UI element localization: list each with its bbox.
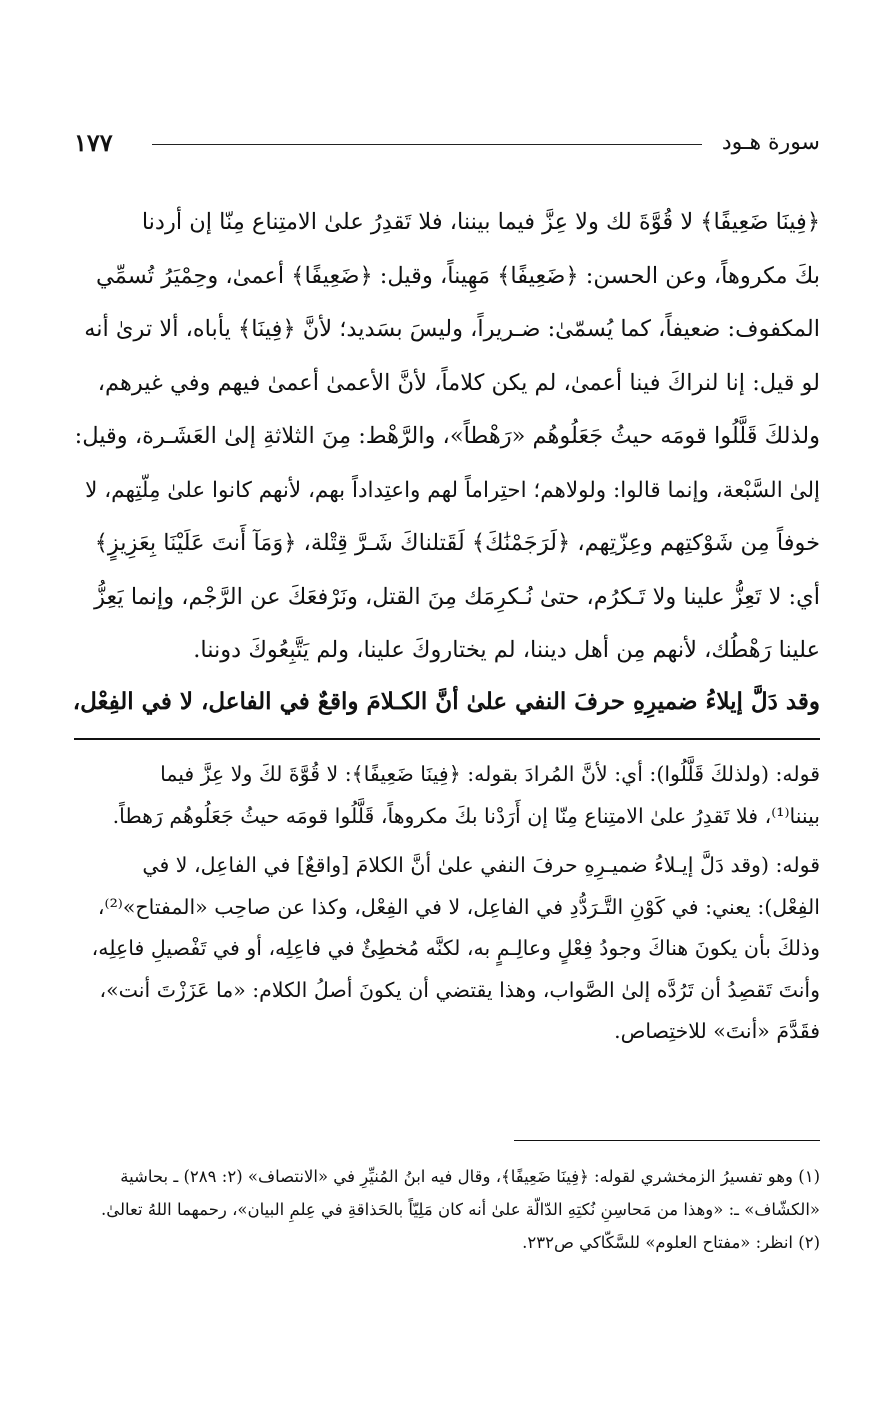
surah-title: سورة هـود xyxy=(721,130,820,155)
sharh-line: قوله: (ولذلكَ قَلَّلُوا): أي: لأنَّ المُرادَ بقوله: ﴿فِينَا ضَعِيفًا﴾: لا قُوَّةَ لكَ ولا عِزَّ فيما xyxy=(160,762,820,786)
section-divider xyxy=(74,738,820,740)
tafsir-line: المكفوف: ضعيفاً، كما يُسمّىٰ: ضـريراً، وليسَ بسَديد؛ لأنَّ ﴿فِينَا﴾ يأباه، ألا ترىٰ أنه xyxy=(84,316,820,342)
tafsir-line: أي: لا تَعِزُّ علينا ولا تَـكرُم، حتىٰ نُـكرِمَك مِنَ القتل، ونَرْفعَكَ عن الرَّجْم، وإنما يَعِزُّ xyxy=(94,583,820,610)
tafsir-line: لو قيل: إنا لنراكَ فينا أعمىٰ، لم يكن كلاماً، لأنَّ الأعمىٰ أعمىٰ فيهم وفي غيرهم، xyxy=(97,369,820,396)
tafsir-line: خوفاً مِن شَوْكتِهم وعِزّتِهم، ﴿لَرَجَمْنَٰكَ﴾ لَقَتلناكَ شَـرَّ قِتْلة، ﴿وَمَآ أَنتَ عَلَيْنَا بِعَزِيزٍ﴾ xyxy=(94,530,820,556)
footnote-rule xyxy=(514,1140,820,1141)
sharh-line: بيننا⁽¹⁾، فلا تَقدِرُ علىٰ الامتِناع مِنّا إن أَرَدْنا بكَ مكروهاً، قَلَّلُوا قومَه حيثُ جَعَلُوهُم رَهطاً. xyxy=(112,803,820,828)
tafsir-text xyxy=(74,196,820,678)
sharh-line: الفِعْل): يعني: في كَوْنِ التَّـرَدُّدِ في الفاعِل، لا في الفِعْل، وكذا عن صاحِب «المفتاح»⁽²⁾، xyxy=(97,894,820,919)
sharh-line: فقَدَّمَ «أنتَ» للاختِصاص. xyxy=(614,1019,820,1043)
footnotes xyxy=(74,1160,820,1259)
matn-bold-line: وقد دَلَّ إيلاءُ ضميرِهِ حرفَ النفي علىٰ أنَّ الكـلامَ واقعٌ في الفاعل، لا في الفِعْل، xyxy=(72,688,820,715)
paragraph-gap xyxy=(74,837,820,845)
tafsir-line: علينا رَهْطُك، لأنهم مِن أهل ديننا، لم يختاروكَ علينا، ولم يَتَّبِعُوكَ دوننا. xyxy=(193,637,820,663)
sharh-line: وأنتَ تَقصِدُ أن تَرُدَّه إلىٰ الصَّواب، وهذا يقتضي أن يكونَ أصلُ الكلام: «ما عَزَزْتَ أنت»، xyxy=(99,977,820,1002)
tafsir-line: ﴿فِينَا ضَعِيفًا﴾ لا قُوَّةَ لك ولا عِزَّ فيما بيننا، فلا تَقدِرُ علىٰ الامتِناع مِنّا إن أردنا xyxy=(141,209,820,235)
page-header xyxy=(74,128,820,164)
page-number: ١٧٧ xyxy=(74,128,113,157)
footnote-line: (٢) انظر: «مفتاح العلوم» للسَّكّاكي ص٢٣٢. xyxy=(522,1233,820,1252)
tafsir-line: بكَ مكروهاً، وعن الحسن: ﴿ضَعِيفًا﴾ مَهِيناً، وقيل: ﴿ضَعِيفًا﴾ أعمىٰ، وحِمْيَرُ تُسمِّي xyxy=(96,262,820,289)
sharh-text xyxy=(74,754,820,1053)
header-rule xyxy=(152,144,702,145)
tafsir-line: ولذلكَ قَلَّلُوا قومَه حيثُ جَعَلُوهُم «رَهْطاً»، والرَّهْط: مِنَ الثلاثةِ إلىٰ العَشَـرة، وقيل: xyxy=(74,423,820,449)
sharh-line: وذلكَ بأن يكونَ هناكَ وجودُ فِعْلٍ وعالِـمٍ به، لكنَّه مُخطِئٌ في فاعِلِه، أو في تَفْصيلِ فاعِلِه، xyxy=(91,936,820,960)
footnote-line: (١) وهو تفسيرُ الزمخشري لقوله: ﴿فِينَا ضَعِيفًا﴾، وقال فيه ابنُ المُنيِّرِ في «الانتصاف» (٢: ٢٨٩) ـ بحاشية xyxy=(120,1167,820,1186)
sharh-line: قوله: (وقد دَلَّ إيـلاءُ ضميـرِهِ حرفَ النفي علىٰ أنَّ الكلامَ [واقعٌ] في الفاعِل، لا في xyxy=(142,853,820,877)
tafsir-line: إلىٰ السَّبْعة، وإنما قالوا: ولولاهم؛ احتِراماً لهم واعتِداداً بهم، لأنهم كانوا علىٰ مِلّتِهم، لا xyxy=(85,477,820,503)
footnote-line: «الكشّاف» ـ: «وهذا من مَحاسِنِ نُكتِهِ الدّالّة علىٰ أنه كان مَلِيّاً بالحَذاقةِ في عِلمِ البيان»، رحمهما اللهُ تعالىٰ. xyxy=(100,1200,820,1219)
